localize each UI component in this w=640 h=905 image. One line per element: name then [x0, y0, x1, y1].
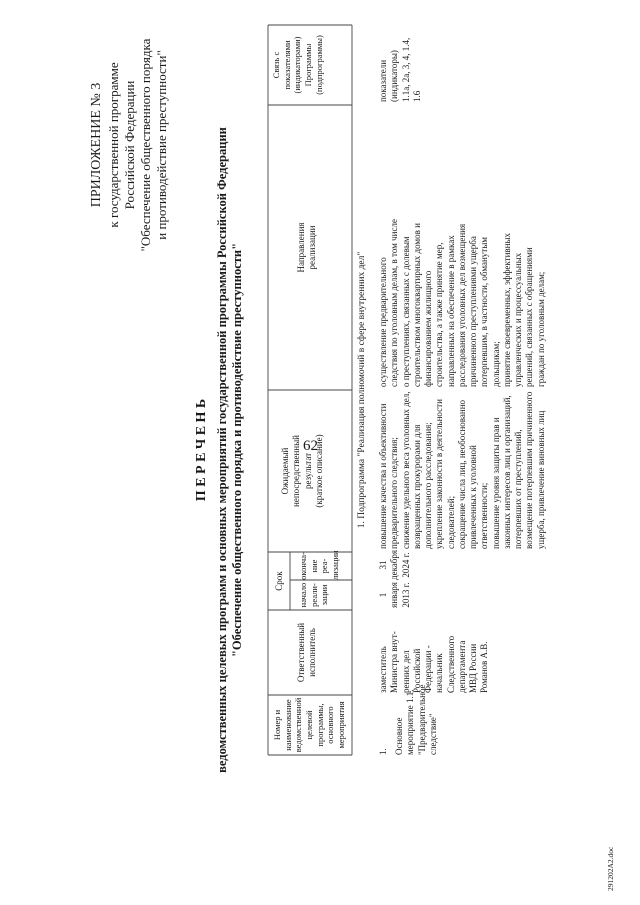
heading-line2: "Обеспечение общественного порядка и противодействие преступности"	[230, 242, 245, 658]
cell-line: укрепление законности в деятельности	[434, 399, 445, 549]
appendix-title: ПРИЛОЖЕНИЕ № 3	[89, 82, 104, 208]
cell-line: строительства, а также принятие мер,	[434, 242, 445, 387]
heading-line1: ведомственных целевых программ и основных мероприятий государственной программы Российской Федерации	[214, 127, 229, 773]
cell-line: следователей;	[445, 495, 456, 549]
header-text: Направления	[296, 222, 306, 273]
header-executor	[296, 610, 319, 695]
header-text: ние реа-	[308, 558, 330, 574]
appendix-line: "Обеспечение общественного порядка	[138, 38, 153, 252]
cell-line: предварительного следствия;	[389, 437, 400, 549]
cell-line: законных интересов лиц и организаций,	[501, 395, 512, 549]
cell-line: финансированием жилищного	[423, 270, 433, 387]
header-term: Срок	[274, 571, 284, 591]
appendix-line: Российской Федерации	[121, 80, 137, 210]
cell-line: возмещение потерпевшим причиненного	[524, 391, 535, 549]
header-text: показателями	[281, 40, 292, 90]
cell-line: 31	[378, 560, 388, 570]
cell-line: повышение уровня защиты прав и	[490, 417, 501, 549]
cell-line: декабря	[389, 549, 400, 580]
row-executor	[378, 631, 491, 693]
header-start	[298, 580, 330, 610]
cell-line: решений, связанных с обращениями	[524, 247, 535, 387]
header-name	[272, 695, 346, 755]
cell-line: Следственного	[445, 635, 456, 693]
header-text: Номер и наименование	[272, 699, 293, 751]
cell-line: "Предварительное	[416, 684, 427, 755]
cell-line: осуществление предварительного	[378, 257, 388, 387]
row-result	[378, 391, 547, 549]
header-text: основного мероприятия	[325, 701, 346, 749]
row-links	[378, 38, 423, 102]
cell-line: снижение удельного веса уголовных дел,	[400, 391, 411, 549]
cell-line: Министра внут-	[389, 631, 400, 693]
header-text: результат	[302, 452, 313, 490]
cell-line: Российской	[411, 648, 422, 693]
appendix-line: и противодействие преступности"	[154, 50, 170, 240]
cell-line: возвращенных прокурорами для	[411, 424, 422, 549]
header-result	[280, 390, 325, 552]
cell-line: ренних дел	[400, 650, 411, 693]
cell-line: направленных на обеспечение в рамках	[445, 235, 456, 387]
page-number: 62	[303, 438, 318, 454]
header-links	[271, 25, 324, 105]
header-text: исполнитель	[307, 628, 318, 677]
cell-line: показатели	[378, 59, 388, 102]
cell-line: заместитель	[378, 646, 388, 693]
header-text: целевой программы,	[303, 703, 325, 747]
cell-line: повышение качества и объективности	[378, 403, 388, 549]
header-text: (подпрограммы)	[313, 35, 324, 95]
cell-line: о преступлениях, связанных с долевым	[400, 236, 411, 387]
cell-line: дольщикам;	[490, 341, 501, 387]
cell-line: причиненного преступлениями ущерба	[468, 236, 478, 387]
row-number: 1.	[378, 748, 388, 755]
header-text: зации	[319, 584, 330, 606]
header-text: непосредственный	[291, 435, 302, 507]
cell-line: следствие"	[427, 713, 438, 755]
cell-line: ущерба, привлечение виновных лиц	[535, 410, 546, 549]
cell-line: 1.1а, 2а, 3, 4, 1.4,	[400, 37, 411, 102]
cell-line: 1	[378, 592, 388, 598]
cell-line: (индикаторы)	[389, 50, 400, 102]
cell-line: принятие своевременных, эффективных	[501, 232, 512, 387]
row-start	[378, 580, 412, 610]
cell-line: ответственности;	[479, 482, 490, 549]
cell-line: мероприятие 1.1.	[405, 689, 416, 755]
cell-line: Романов А.В.	[479, 641, 490, 693]
cell-line: потерпевших от преступлений,	[513, 429, 523, 549]
cell-line: расследования уголовных дел возмещения	[456, 223, 467, 387]
cell-line: департамента	[456, 640, 467, 693]
header-text: оконча-	[298, 552, 308, 580]
cell-line: января	[389, 582, 400, 608]
cell-line: 2013 г.	[400, 582, 411, 608]
cell-line: дополнительного расследования;	[423, 422, 433, 549]
header-directions	[296, 105, 319, 390]
appendix-line: к государственной программе	[105, 62, 121, 228]
header-text: реали-	[308, 583, 319, 607]
cell-line: 2024 г.	[400, 552, 411, 578]
header-text: Программы	[302, 43, 313, 87]
header-text: Ожидаемый	[280, 447, 290, 495]
header-text: (краткое описание)	[313, 434, 324, 508]
row-end	[378, 550, 412, 580]
footer-file-code: 291202A2.doc	[606, 846, 615, 891]
cell-line: следствия по уголовным делам, в том числе	[389, 219, 400, 387]
cell-line: Федерации -	[423, 645, 433, 693]
header-text: Ответственный	[296, 622, 306, 683]
cell-line: потерпевшим, в частности, обманутым	[479, 237, 490, 387]
header-text: реализации	[307, 225, 318, 270]
header-text: лизации	[329, 550, 340, 580]
cell-line: Основное	[394, 717, 404, 755]
cell-line: 1.6	[411, 90, 422, 102]
cell-line: сокращение числа лиц, необоснованно	[456, 399, 467, 549]
row-directions	[378, 219, 547, 387]
heading-title: П Е Р Е Ч Е Н Ь	[194, 398, 209, 502]
row-name	[394, 684, 439, 755]
cell-line: строительством многоквартирных домов и	[411, 223, 422, 387]
header-text: начало	[298, 582, 308, 608]
header-text: (индикаторами)	[292, 36, 303, 94]
header-text: Связь с	[271, 51, 281, 79]
header-text: ведомственной	[293, 697, 304, 753]
header-end	[298, 552, 341, 580]
subprogram-title: 1. Подпрограмма "Реализация полномочий в сфере внутренних дел"	[357, 251, 367, 529]
cell-line: привлеченных к уголовной	[468, 445, 478, 549]
cell-line: МВД России	[468, 643, 478, 693]
cell-line: управленческих и процессуальных	[513, 252, 523, 387]
cell-line: граждан по уголовным делам;	[535, 271, 546, 387]
cell-line: начальник	[434, 653, 445, 693]
